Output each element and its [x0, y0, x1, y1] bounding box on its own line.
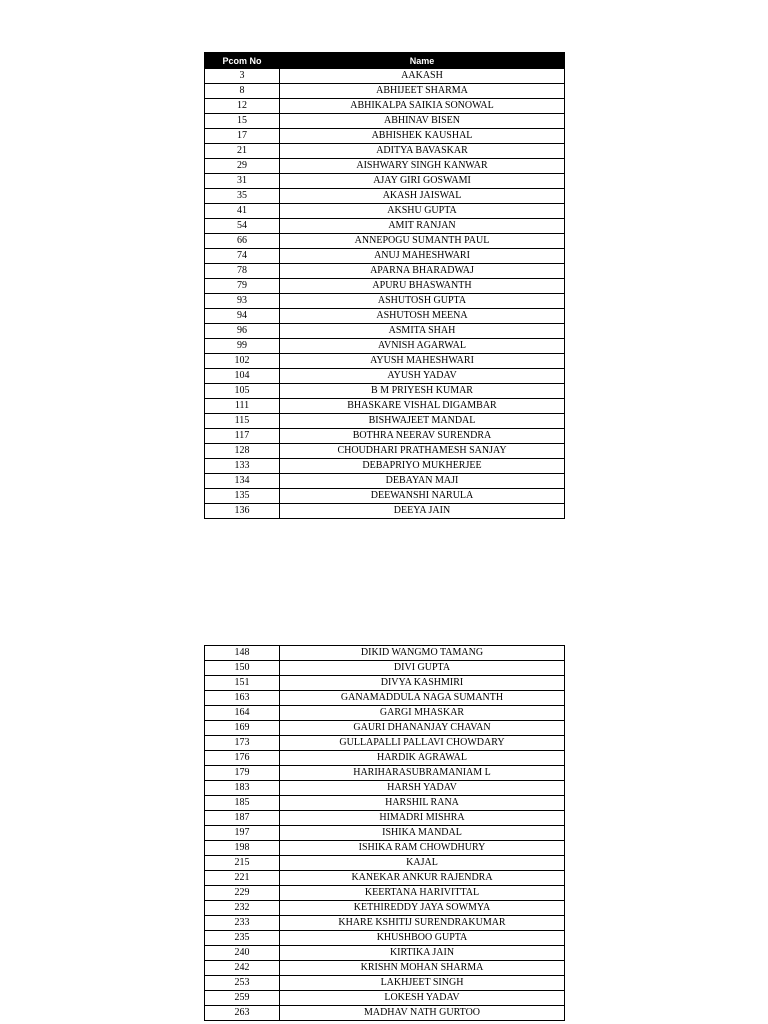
table-row	[205, 931, 565, 946]
name-cell: ANUJ MAHESHWARI	[280, 249, 565, 264]
pcom-no-cell: 253	[205, 976, 280, 991]
name-cell: HARSH YADAV	[280, 781, 565, 796]
table-row	[205, 99, 565, 114]
table-row	[205, 661, 565, 676]
pcom-no-cell: 94	[205, 309, 280, 324]
table-row	[205, 474, 565, 489]
pcom-no-cell: 151	[205, 676, 280, 691]
pcom-no-cell: 134	[205, 474, 280, 489]
table-row	[205, 294, 565, 309]
table-row	[205, 489, 565, 504]
name-cell: ANNEPOGU SUMANTH PAUL	[280, 234, 565, 249]
pcom-no-cell: 15	[205, 114, 280, 129]
table-row	[205, 324, 565, 339]
table-row	[205, 144, 565, 159]
pcom-no-cell: 232	[205, 901, 280, 916]
table-row	[205, 114, 565, 129]
name-cell: DEBAPRIYO MUKHERJEE	[280, 459, 565, 474]
pcom-no-cell: 183	[205, 781, 280, 796]
name-cell: BISHWAJEET MANDAL	[280, 414, 565, 429]
table-row	[205, 766, 565, 781]
roster-table-2	[204, 645, 565, 1021]
name-cell: HARSHIL RANA	[280, 796, 565, 811]
pcom-no-cell: 74	[205, 249, 280, 264]
pcom-no-cell: 3	[205, 69, 280, 84]
pcom-no-cell: 102	[205, 354, 280, 369]
pcom-no-cell: 215	[205, 856, 280, 871]
table-body	[205, 69, 565, 519]
name-cell: ADITYA BAVASKAR	[280, 144, 565, 159]
name-cell: AYUSH YADAV	[280, 369, 565, 384]
table-row	[205, 444, 565, 459]
name-cell: ABHIKALPA SAIKIA SONOWAL	[280, 99, 565, 114]
table-row	[205, 1006, 565, 1021]
table-row	[205, 129, 565, 144]
table-row	[205, 796, 565, 811]
name-cell: ABHIJEET SHARMA	[280, 84, 565, 99]
table-row	[205, 736, 565, 751]
name-cell: ASHUTOSH GUPTA	[280, 294, 565, 309]
table-row	[205, 811, 565, 826]
table-row	[205, 309, 565, 324]
pcom-no-cell: 79	[205, 279, 280, 294]
name-cell: AMIT RANJAN	[280, 219, 565, 234]
table-row	[205, 676, 565, 691]
pcom-no-cell: 41	[205, 204, 280, 219]
pcom-no-cell: 8	[205, 84, 280, 99]
pcom-no-cell: 66	[205, 234, 280, 249]
pcom-no-cell: 198	[205, 841, 280, 856]
table-row	[205, 991, 565, 1006]
name-cell: DEEYA JAIN	[280, 504, 565, 519]
pcom-no-cell: 163	[205, 691, 280, 706]
name-cell: KHARE KSHITIJ SURENDRAKUMAR	[280, 916, 565, 931]
pcom-no-cell: 96	[205, 324, 280, 339]
pcom-no-cell: 21	[205, 144, 280, 159]
table-row	[205, 84, 565, 99]
name-cell: DIKID WANGMO TAMANG	[280, 646, 565, 661]
table-row	[205, 871, 565, 886]
pcom-no-cell: 221	[205, 871, 280, 886]
name-cell: BHASKARE VISHAL DIGAMBAR	[280, 399, 565, 414]
name-cell: DIVYA KASHMIRI	[280, 676, 565, 691]
roster-table-1	[204, 52, 565, 519]
table-row	[205, 369, 565, 384]
pcom-no-cell: 185	[205, 796, 280, 811]
name-cell: AAKASH	[280, 69, 565, 84]
table-row	[205, 916, 565, 931]
table-row	[205, 189, 565, 204]
table-row	[205, 279, 565, 294]
name-cell: LOKESH YADAV	[280, 991, 565, 1006]
pcom-no-cell: 104	[205, 369, 280, 384]
table-row	[205, 159, 565, 174]
name-cell: HARIHARASUBRAMANIAM L	[280, 766, 565, 781]
pcom-no-cell: 93	[205, 294, 280, 309]
table-row	[205, 234, 565, 249]
pcom-no-cell: 31	[205, 174, 280, 189]
pcom-no-cell: 115	[205, 414, 280, 429]
name-cell: DEEWANSHI NARULA	[280, 489, 565, 504]
name-cell: LAKHJEET SINGH	[280, 976, 565, 991]
table-row	[205, 504, 565, 519]
pcom-no-cell: 179	[205, 766, 280, 781]
name-cell: AKASH JAISWAL	[280, 189, 565, 204]
name-cell: ABHISHEK KAUSHAL	[280, 129, 565, 144]
pcom-no-cell: 117	[205, 429, 280, 444]
pcom-no-cell: 17	[205, 129, 280, 144]
column-header-name: Name	[280, 53, 565, 69]
table-row	[205, 249, 565, 264]
table-row	[205, 886, 565, 901]
name-cell: DEBAYAN MAJI	[280, 474, 565, 489]
name-cell: KETHIREDDY JAYA SOWMYA	[280, 901, 565, 916]
table-row	[205, 384, 565, 399]
name-cell: ISHIKA MANDAL	[280, 826, 565, 841]
name-cell: KAJAL	[280, 856, 565, 871]
table-row	[205, 856, 565, 871]
pcom-no-cell: 54	[205, 219, 280, 234]
table-row	[205, 264, 565, 279]
table-row	[205, 706, 565, 721]
table-row	[205, 399, 565, 414]
pcom-no-cell: 150	[205, 661, 280, 676]
pcom-no-cell: 187	[205, 811, 280, 826]
table-row	[205, 901, 565, 916]
name-cell: GARGI MHASKAR	[280, 706, 565, 721]
name-cell: AKSHU GUPTA	[280, 204, 565, 219]
pcom-no-cell: 229	[205, 886, 280, 901]
name-cell: ISHIKA RAM CHOWDHURY	[280, 841, 565, 856]
pcom-no-cell: 128	[205, 444, 280, 459]
table-row	[205, 961, 565, 976]
table-body	[205, 646, 565, 1021]
table-row	[205, 646, 565, 661]
name-cell: KRISHN MOHAN SHARMA	[280, 961, 565, 976]
name-cell: APURU BHASWANTH	[280, 279, 565, 294]
table-header	[205, 53, 565, 69]
name-cell: ASMITA SHAH	[280, 324, 565, 339]
table-row	[205, 69, 565, 84]
name-cell: CHOUDHARI PRATHAMESH SANJAY	[280, 444, 565, 459]
table-row	[205, 826, 565, 841]
pcom-no-cell: 164	[205, 706, 280, 721]
name-cell: AISHWARY SINGH KANWAR	[280, 159, 565, 174]
table-row	[205, 751, 565, 766]
table-row	[205, 841, 565, 856]
pcom-no-cell: 111	[205, 399, 280, 414]
pcom-no-cell: 136	[205, 504, 280, 519]
table-row	[205, 414, 565, 429]
name-cell: KANEKAR ANKUR RAJENDRA	[280, 871, 565, 886]
pcom-no-cell: 99	[205, 339, 280, 354]
name-cell: B M PRIYESH KUMAR	[280, 384, 565, 399]
pcom-no-cell: 135	[205, 489, 280, 504]
name-cell: KIRTIKA JAIN	[280, 946, 565, 961]
pcom-no-cell: 148	[205, 646, 280, 661]
pcom-no-cell: 35	[205, 189, 280, 204]
header-row	[205, 53, 565, 69]
pcom-no-cell: 242	[205, 961, 280, 976]
pcom-no-cell: 197	[205, 826, 280, 841]
name-cell: BOTHRA NEERAV SURENDRA	[280, 429, 565, 444]
name-cell: KEERTANA HARIVITTAL	[280, 886, 565, 901]
pcom-no-cell: 29	[205, 159, 280, 174]
table-row	[205, 721, 565, 736]
name-cell: HARDIK AGRAWAL	[280, 751, 565, 766]
pcom-no-cell: 240	[205, 946, 280, 961]
table-row	[205, 174, 565, 189]
name-cell: ABHINAV BISEN	[280, 114, 565, 129]
name-cell: GANAMADDULA NAGA SUMANTH	[280, 691, 565, 706]
name-cell: AVNISH AGARWAL	[280, 339, 565, 354]
name-cell: KHUSHBOO GUPTA	[280, 931, 565, 946]
column-header-pcom-no: Pcom No	[205, 53, 280, 69]
table-row	[205, 354, 565, 369]
table-row	[205, 691, 565, 706]
name-cell: AYUSH MAHESHWARI	[280, 354, 565, 369]
pcom-no-cell: 105	[205, 384, 280, 399]
pcom-no-cell: 78	[205, 264, 280, 279]
table-row	[205, 219, 565, 234]
table-row	[205, 204, 565, 219]
name-cell: HIMADRI MISHRA	[280, 811, 565, 826]
pcom-no-cell: 169	[205, 721, 280, 736]
pcom-no-cell: 263	[205, 1006, 280, 1021]
pcom-no-cell: 173	[205, 736, 280, 751]
name-cell: MADHAV NATH GURTOO	[280, 1006, 565, 1021]
table-row	[205, 459, 565, 474]
pcom-no-cell: 235	[205, 931, 280, 946]
table-row	[205, 976, 565, 991]
pcom-no-cell: 233	[205, 916, 280, 931]
pcom-no-cell: 12	[205, 99, 280, 114]
table-row	[205, 339, 565, 354]
name-cell: DIVI GUPTA	[280, 661, 565, 676]
table-row	[205, 946, 565, 961]
name-cell: ASHUTOSH MEENA	[280, 309, 565, 324]
name-cell: APARNA BHARADWAJ	[280, 264, 565, 279]
table-row	[205, 429, 565, 444]
pcom-no-cell: 176	[205, 751, 280, 766]
pcom-no-cell: 259	[205, 991, 280, 1006]
table-row	[205, 781, 565, 796]
name-cell: GULLAPALLI PALLAVI CHOWDARY	[280, 736, 565, 751]
pcom-no-cell: 133	[205, 459, 280, 474]
name-cell: GAURI DHANANJAY CHAVAN	[280, 721, 565, 736]
name-cell: AJAY GIRI GOSWAMI	[280, 174, 565, 189]
